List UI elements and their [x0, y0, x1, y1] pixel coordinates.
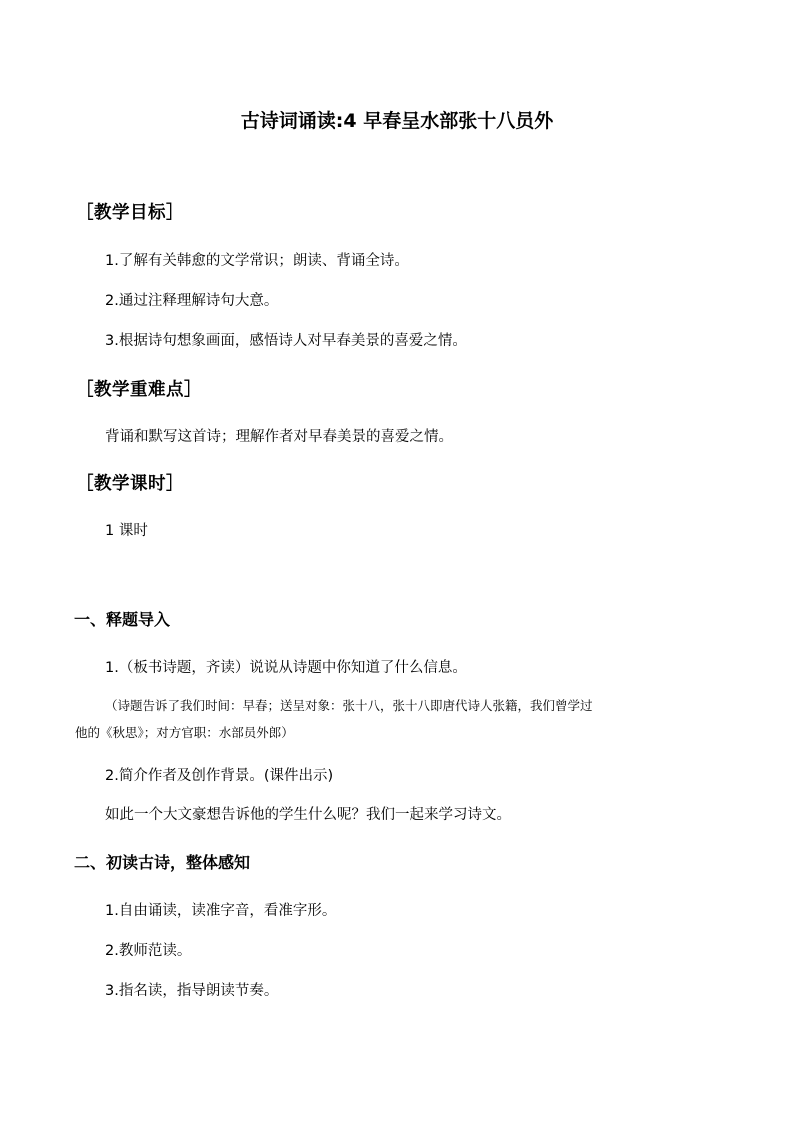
part1-item-1: 1.（板书诗题，齐读）说说从诗题中你知道了什么信息。 [105, 660, 467, 676]
goal-item-3: 3.根据诗句想象画面，感悟诗人对早春美景的喜爱之情。 [105, 333, 467, 349]
section-heading-goals: ［教学目标］ [76, 203, 184, 223]
key-points-text: 背诵和默写这首诗；理解作者对早春美景的喜爱之情。 [105, 429, 453, 445]
part1-item-2: 2.简介作者及创作背景。(课件出示) [105, 768, 334, 784]
hours-text: 1 课时 [105, 523, 148, 539]
page-title: 古诗词诵读:4 早春呈水部张十八员外 [240, 110, 554, 132]
section-heading-key-points: ［教学重难点］ [76, 380, 202, 400]
part1-heading: 一、释题导入 [74, 610, 171, 629]
section-heading-hours: ［教学课时］ [76, 474, 184, 494]
goal-item-2: 2.通过注释理解诗句大意。 [105, 293, 279, 309]
part2-heading: 二、初读古诗，整体感知 [74, 853, 251, 872]
part1-transition: 如此一个大文豪想告诉他的学生什么呢？我们一起来学习诗文。 [105, 807, 511, 823]
part2-item-1: 1.自由诵读，读准字音，看准字形。 [105, 903, 337, 919]
part1-note-line-1: （诗题告诉了我们时间：早春；送呈对象：张十八，张十八即唐代诗人张籍，我们曾学过 [105, 698, 593, 713]
part2-item-2: 2.教师范读。 [105, 943, 192, 959]
part2-item-3: 3.指名读，指导朗读节奏。 [105, 983, 279, 999]
part1-note-line-2: 他的《秋思》；对方官职：水部员外郎） [75, 725, 294, 740]
goal-item-1: 1.了解有关韩愈的文学常识；朗读、背诵全诗。 [105, 253, 409, 269]
